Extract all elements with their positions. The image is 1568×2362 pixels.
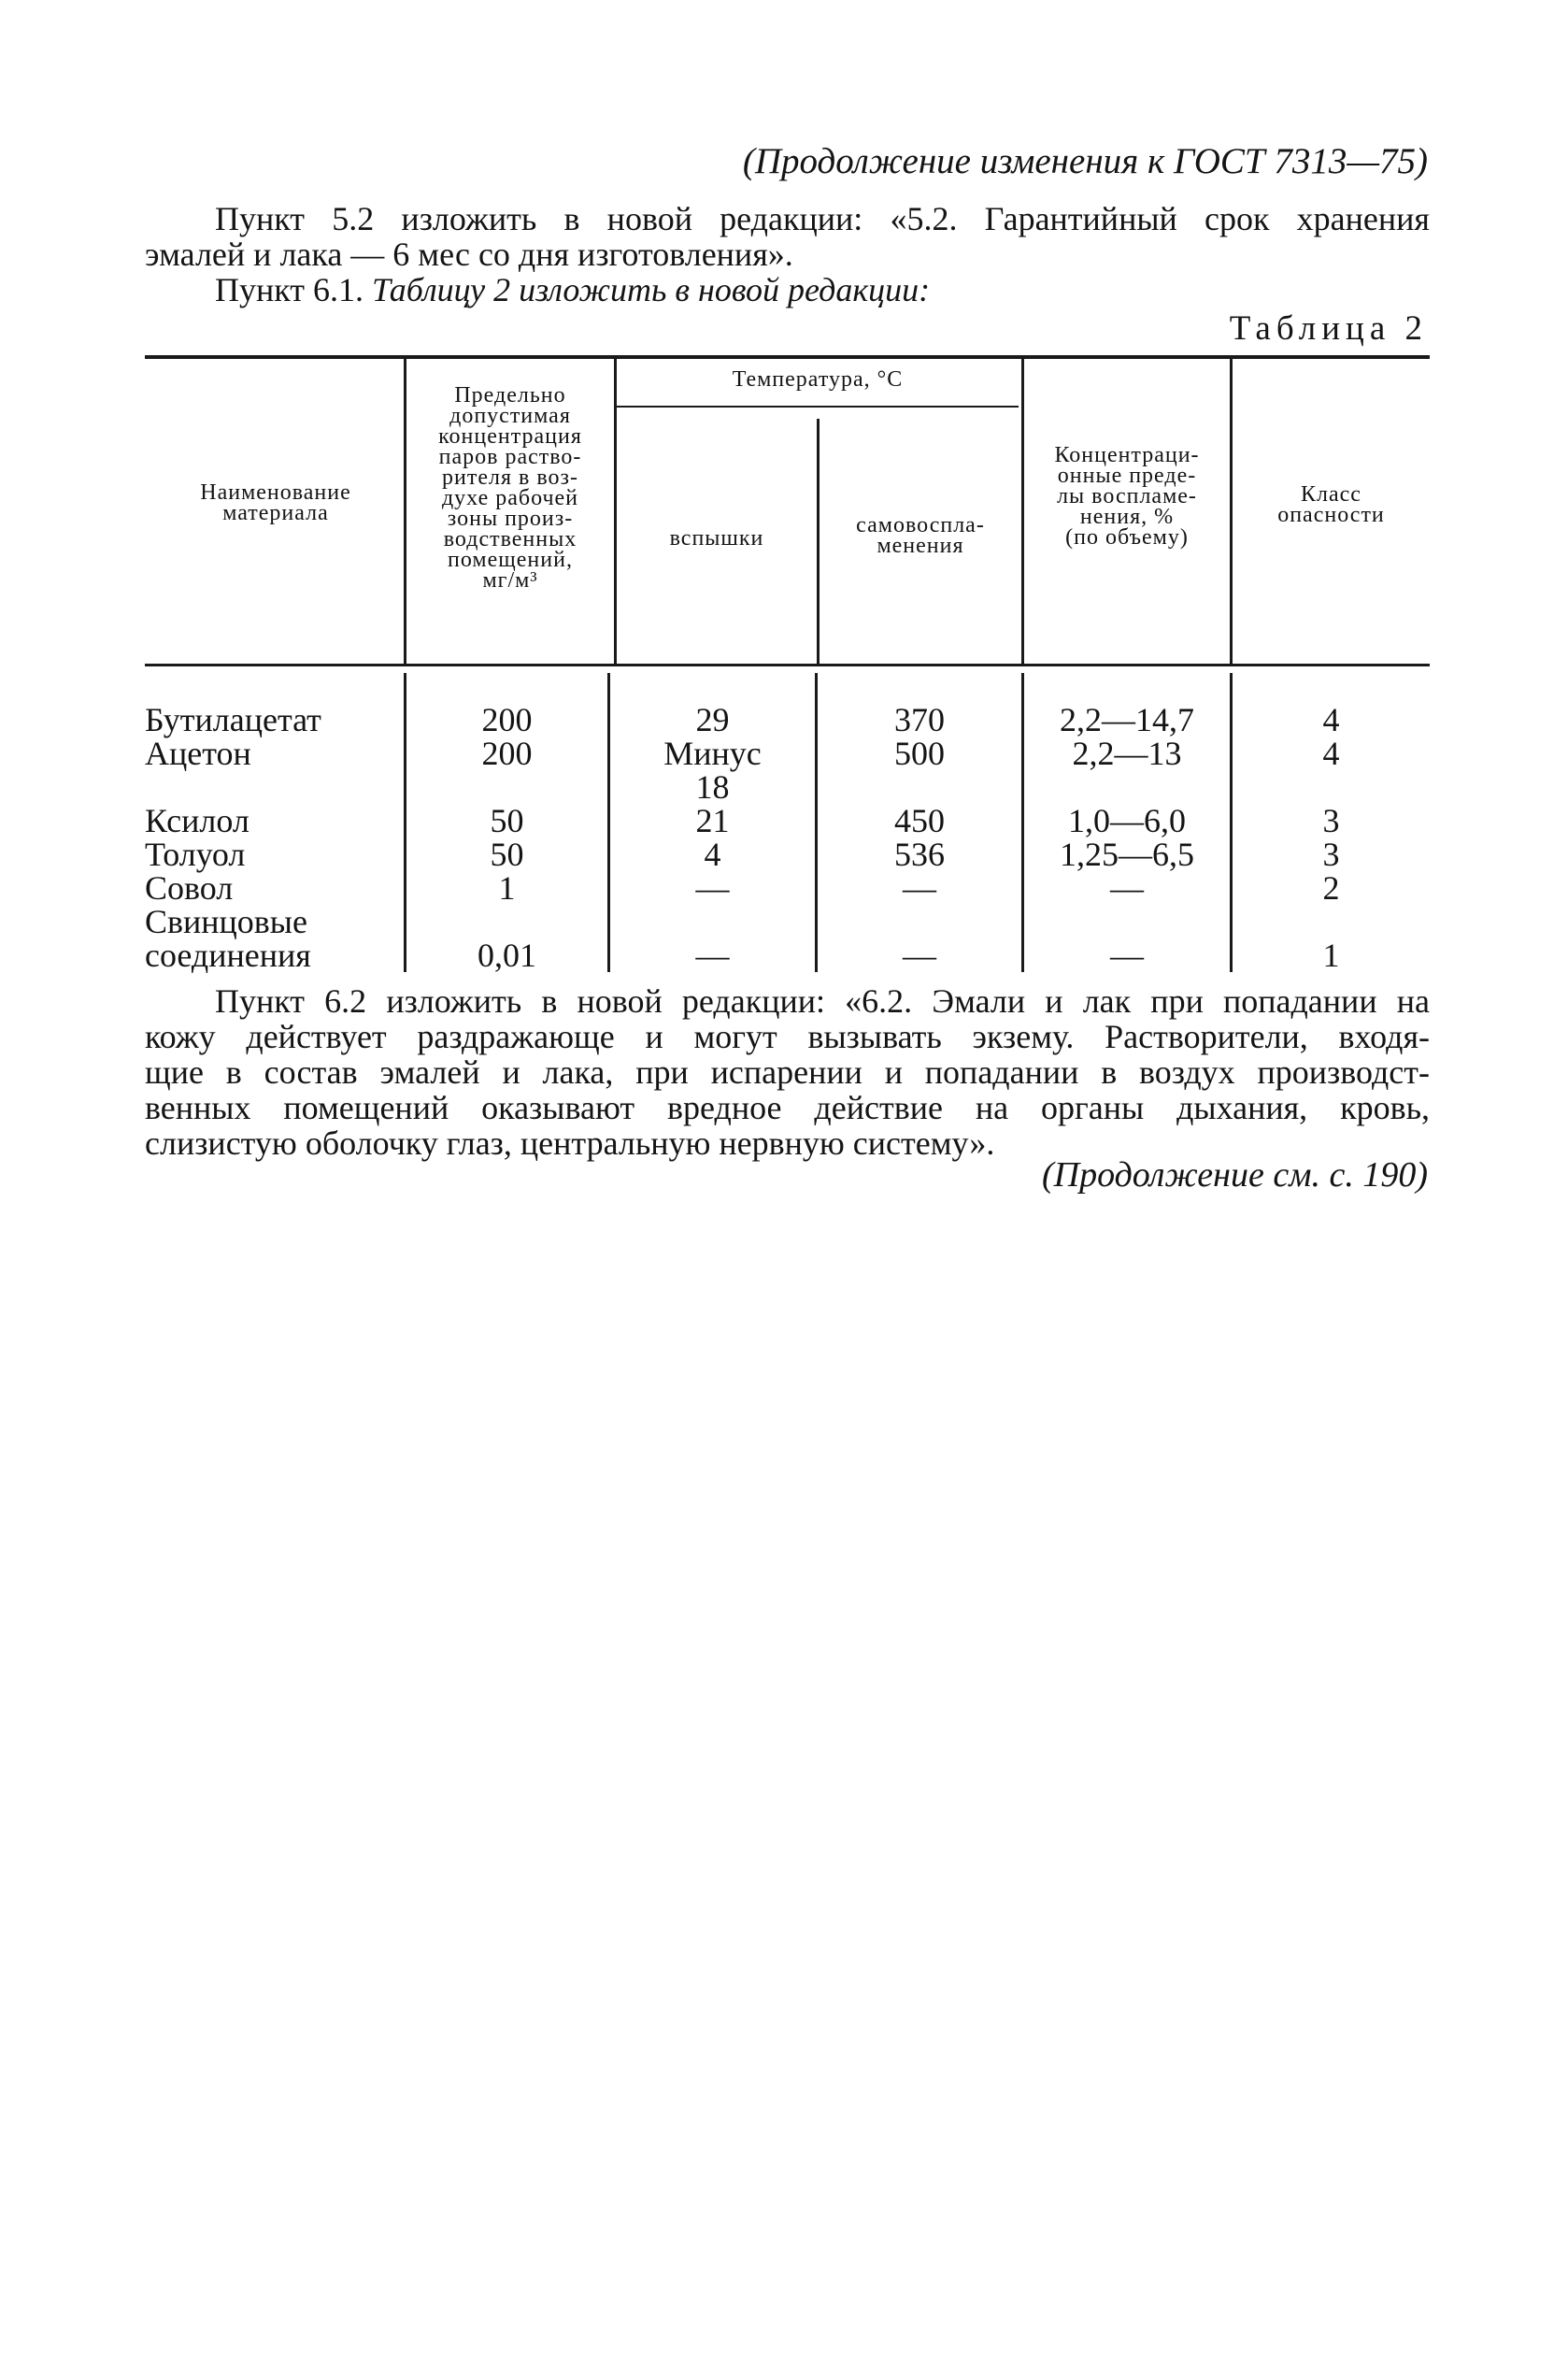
cell-pdk: 50	[490, 836, 524, 873]
cell-limits: —	[1110, 937, 1144, 974]
cell-autoignition: 536	[894, 836, 945, 873]
column-divider	[404, 359, 406, 664]
header-limits: Концентраци- онные преде- лы воспламе- нения, % (по объему)	[1054, 443, 1200, 550]
paragraph-prefix: Пункт 6.1.	[215, 271, 364, 308]
paragraph-5-2	[145, 201, 1430, 272]
cell-flash: 4	[704, 836, 721, 873]
cell-pdk: 0,01	[478, 937, 536, 974]
table-top-rule	[145, 355, 1430, 359]
paragraph-line: Пункт 6.2 изложить в новой редакции: «6.2. Эмали и лак при попадании на	[215, 982, 1430, 1020]
cell-hazard: 4	[1322, 735, 1340, 772]
paragraph-6-2	[145, 983, 1430, 1161]
header-flash: вспышки	[669, 526, 764, 551]
header-bottom-rule	[145, 664, 1430, 666]
cell-flash: —	[695, 937, 730, 974]
cell-hazard: 3	[1322, 802, 1340, 839]
cell-name: Совол	[145, 869, 234, 907]
cell-limits: 1,25—6,5	[1060, 836, 1194, 873]
cell-name: Ксилол	[145, 802, 249, 839]
cell-hazard: 3	[1322, 836, 1340, 873]
cell-limits: 2,2—13	[1072, 735, 1182, 772]
column-divider	[614, 359, 617, 664]
cell-name: Ацетон	[145, 735, 251, 772]
header-name: Наименование материала	[200, 480, 351, 525]
paragraph-line: слизистую оболочку глаз, центральную нервную систему».	[145, 1124, 995, 1162]
cell-pdk: 1	[498, 869, 516, 907]
cell-flash: 21	[695, 802, 730, 839]
cell-limits: 2,2—14,7	[1060, 701, 1194, 738]
cell-limits: 1,0—6,0	[1068, 802, 1186, 839]
table-caption: Таблица 2	[1229, 309, 1428, 348]
paragraph-line: кожу действует раздражающе и могут вызывать экзему. Растворители, входя-	[145, 1018, 1430, 1055]
cell-name: Толуол	[145, 836, 246, 873]
header-temperature: Температура, °С	[732, 367, 904, 392]
cell-name: Бутилацетат	[145, 701, 321, 738]
cell-autoignition: 500	[894, 735, 945, 772]
cell-limits: —	[1110, 869, 1144, 907]
temperature-underline	[617, 406, 1019, 408]
cell-autoignition: 450	[894, 802, 945, 839]
continuation-note: (Продолжение см. с. 190)	[1041, 1155, 1428, 1195]
cell-name: Свинцовые соединения	[145, 903, 311, 974]
paragraph-line: венных помещений оказывают вредное действие на органы дыхания, кровь,	[145, 1089, 1430, 1126]
cell-flash: 29	[695, 701, 730, 738]
paragraph-line: щие в состав эмалей и лака, при испарении и попадании в воздух производст-	[145, 1053, 1430, 1091]
cell-hazard: 4	[1322, 701, 1340, 738]
cell-flash: —	[695, 869, 730, 907]
cell-flash: Минус 18	[663, 735, 762, 806]
cell-autoignition: 370	[894, 701, 945, 738]
running-head: (Продолжение изменения к ГОСТ 7313—75)	[742, 141, 1428, 181]
paragraph-italic-text: Таблицу 2 изложить в новой редакции:	[372, 271, 931, 308]
cell-autoignition: —	[903, 937, 936, 974]
cell-hazard: 1	[1322, 937, 1340, 974]
cell-pdk: 50	[490, 802, 524, 839]
paragraph-line: эмалей и лака — 6 мес со дня изготовления».	[145, 236, 793, 273]
cell-autoignition: —	[903, 869, 936, 907]
paragraph-line: Пункт 5.2 изложить в новой редакции: «5.2. Гарантийный срок хранения	[215, 200, 1430, 237]
cell-pdk: 200	[481, 735, 533, 772]
header-autoignition: самовоспла- менения	[856, 513, 985, 558]
cell-pdk: 200	[481, 701, 533, 738]
header-hazard: Класс опасности	[1277, 482, 1385, 527]
cell-hazard: 2	[1322, 869, 1340, 907]
paragraph-6-1	[145, 272, 1430, 308]
header-pdk: Предельно допустимая концентрация паров раство- рителя в воз- духе рабочей зоны произ- водственных помещений, мг/м³	[438, 383, 582, 593]
